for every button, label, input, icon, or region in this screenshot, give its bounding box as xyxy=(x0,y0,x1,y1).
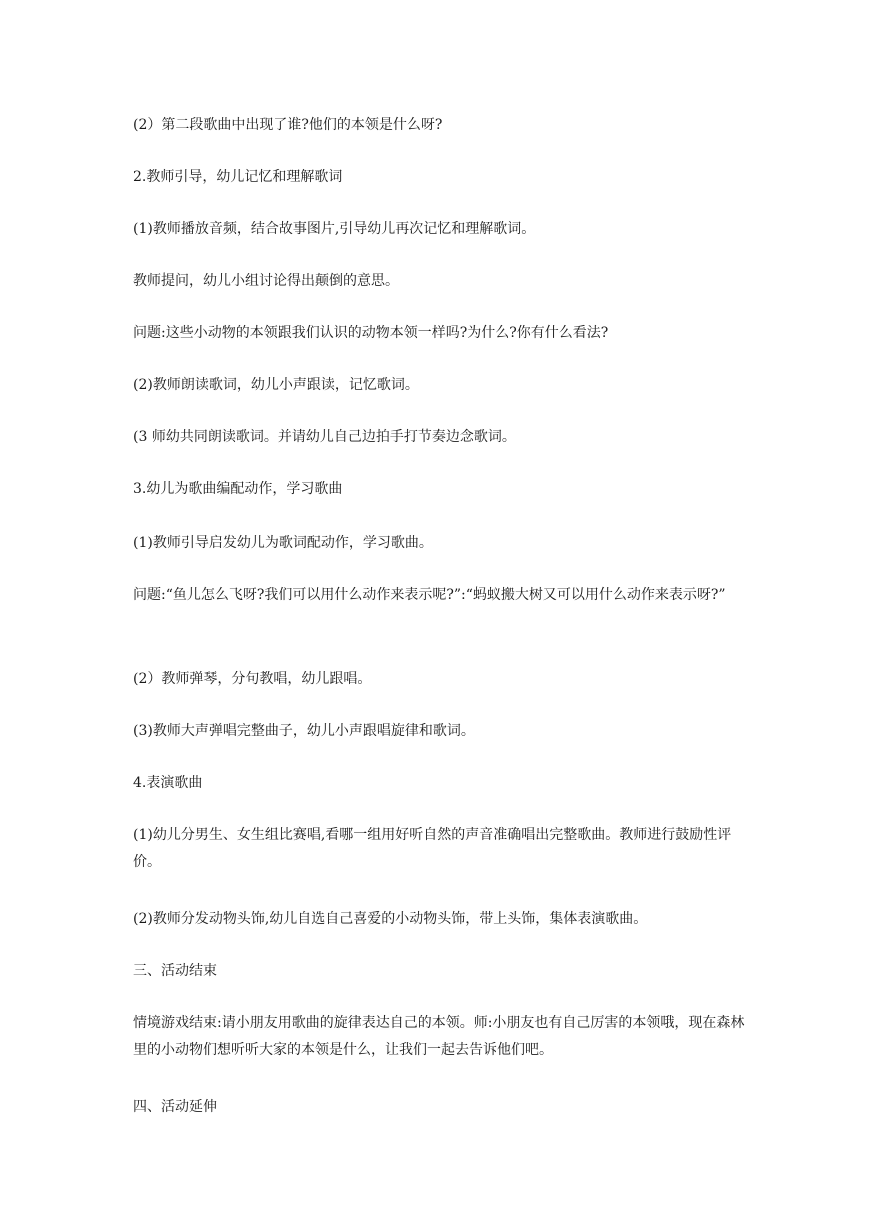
section-heading-extension: 四、活动延伸 xyxy=(133,1099,217,1115)
paragraph-question-2: (2）第二段歌曲中出现了谁?他们的本领是什么呀? xyxy=(133,117,443,133)
paragraph-action-step-2: (2）教师弹琴，分句教唱，幼儿跟唱。 xyxy=(133,671,372,687)
paragraph-teacher-asks: 教师提问，幼儿小组讨论得出颠倒的意思。 xyxy=(133,273,399,289)
paragraph-question-animals: 问题:这些小动物的本领跟我们认识的动物本领一样吗?为什么?你有什么看法? xyxy=(133,325,609,341)
paragraph-action-step-1: (1)教师引导启发幼儿为歌词配动作，学习歌曲。 xyxy=(133,535,433,551)
paragraph-perform-2: (2)教师分发动物头饰,幼儿自选自己喜爱的小动物头饰，带上头饰，集体表演歌曲。 xyxy=(133,911,648,927)
section-heading-end: 三、活动结束 xyxy=(133,963,217,979)
paragraph-action-step-3: (3)教师大声弹唱完整曲子，幼儿小声跟唱旋律和歌词。 xyxy=(133,723,475,739)
paragraph-question-actions: 问题:“鱼儿怎么飞呀?我们可以用什么动作来表示呢?”:“蚂蚁搬大树又可以用什么动作来表示呀?” xyxy=(133,587,726,603)
section-heading-4: 4.表演歌曲 xyxy=(133,775,203,791)
paragraph-perform-1: (1)幼儿分男生、女生组比赛唱,看哪一组用好听自然的声音准确唱出完整歌曲。教师进行鼓励性评价。 xyxy=(133,827,732,870)
section-heading-3: 3.幼儿为歌曲编配动作，学习歌曲 xyxy=(133,481,343,497)
paragraph-step-1: (1)教师播放音频，结合故事图片,引导幼儿再次记忆和理解歌词。 xyxy=(133,221,536,237)
paragraph-step-2: (2)教师朗读歌词，幼儿小声跟读，记忆歌词。 xyxy=(133,377,419,393)
paragraph-step-3: (3 师幼共同朗读歌词。并请幼儿自己边拍手打节奏边念歌词。 xyxy=(133,429,516,445)
paragraph-game-end: 情境游戏结束:请小朋友用歌曲的旋律表达自己的本领。师:小朋友也有自己厉害的本领哦，现在森林里的小动物们想听听大家的本领是什么，让我们一起去告诉他们吧。 xyxy=(133,1015,745,1058)
section-heading-2: 2.教师引导，幼儿记忆和理解歌词 xyxy=(133,169,343,185)
